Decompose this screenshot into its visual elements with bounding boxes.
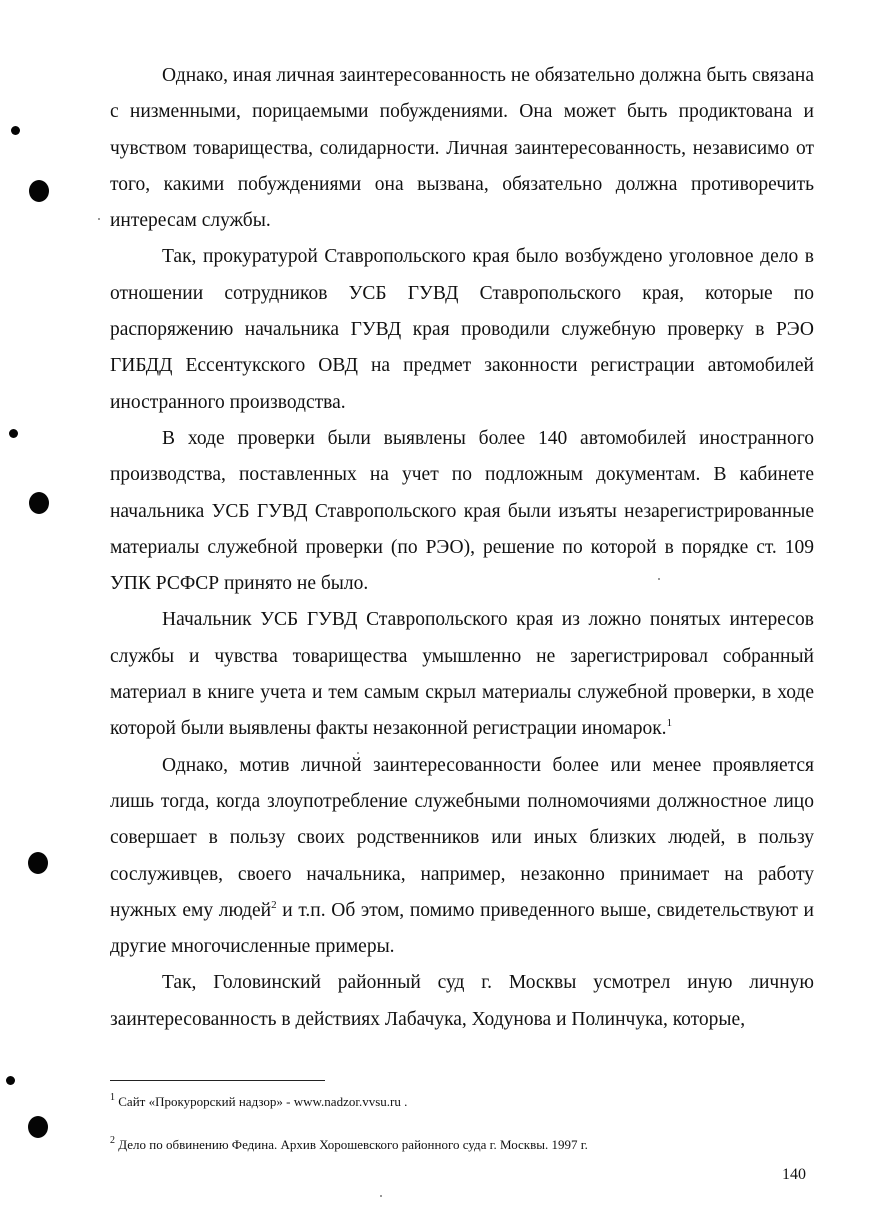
footnote-ref: 2 bbox=[271, 898, 277, 911]
footnote-ref: 1 bbox=[666, 717, 673, 730]
paragraph bbox=[110, 748, 814, 966]
footnote-mark: 1 bbox=[110, 1092, 115, 1103]
binder-hole bbox=[29, 180, 49, 202]
paragraph: Однако, иная личная заинтересованность не обязательно должна быть связана с низменными, порицаемыми побуждениями. Она может быть продиктована и чувством товарищества, солидарности. Личная заинтересованность, независимо от того, какими побуждениями она вызвана, обязательно должна противоречить интересам службы. bbox=[110, 65, 814, 232]
binder-hole bbox=[9, 429, 18, 438]
footnote-mark: 2 bbox=[110, 1135, 115, 1146]
scan-speck bbox=[380, 1195, 382, 1197]
paragraph-text: и т.п. Об этом, помимо приведенного выше, свидетельствуют и другие многочисленные примеры. bbox=[110, 899, 814, 958]
paragraph: Так, прокуратурой Ставропольского края было возбуждено уголовное дело в отношении сотрудников УСБ ГУВД Ставропольского края, которые по распоряжению начальника ГУВД края проводили служебную проверку в РЭО ГИБДД Ессентукского ОВД на предмет законности регистрации автомобилей иностранного производства. bbox=[110, 246, 814, 413]
paragraph bbox=[110, 602, 814, 747]
page-number: 140 bbox=[782, 1166, 806, 1183]
paragraph-text: Начальник УСБ ГУВД Ставропольского края из ложно понятых интересов службы и чувства товарищества умышленно не зарегистрировал собранный материал в книге учета и тем самым скрыл материалы служебной проверки, в ходе которой были выявлены факты незаконной регистрации иномарок. bbox=[110, 609, 814, 740]
scan-speck bbox=[98, 218, 100, 220]
paragraph: Так, Головинский районный суд г. Москвы усмотрел иную личную заинтересованность в действиях Лабачука, Ходунова и Полинчука, которые, bbox=[110, 972, 814, 1030]
footnote bbox=[110, 1094, 407, 1110]
body-text bbox=[110, 58, 814, 1038]
binder-hole bbox=[6, 1076, 15, 1085]
binder-hole bbox=[29, 492, 49, 514]
footnote-divider bbox=[110, 1080, 325, 1081]
paragraph: В ходе проверки были выявлены более 140 автомобилей иностранного производства, поставленных на учет по подложным документам. В кабинете начальника УСБ ГУВД Ставропольского края были изъяты незарегистрированные материалы служебной проверки (по РЭО), решение по которой в порядке ст. 109 УПК РСФСР принято не было. bbox=[110, 427, 814, 595]
footnote-text: Сайт «Прокурорский надзор» - www.nadzor.vvsu.ru . bbox=[118, 1094, 408, 1109]
binder-hole bbox=[28, 852, 48, 874]
footnote-text: Дело по обвинению Федина. Архив Хорошевского районного суда г. Москвы. 1997 г. bbox=[118, 1137, 588, 1152]
binder-hole bbox=[11, 126, 20, 135]
footnote bbox=[110, 1137, 588, 1153]
paragraph-text: Однако, мотив личной заинтересованности более или менее проявляется лишь тогда, когда злоупотребление служебными полномочиями должностное лицо совершает в пользу своих родственников или иных близких людей, в пользу сослуживцев, своего начальника, например, незаконно принимает на работу нужных ему людей bbox=[110, 754, 814, 921]
binder-hole bbox=[28, 1116, 48, 1138]
